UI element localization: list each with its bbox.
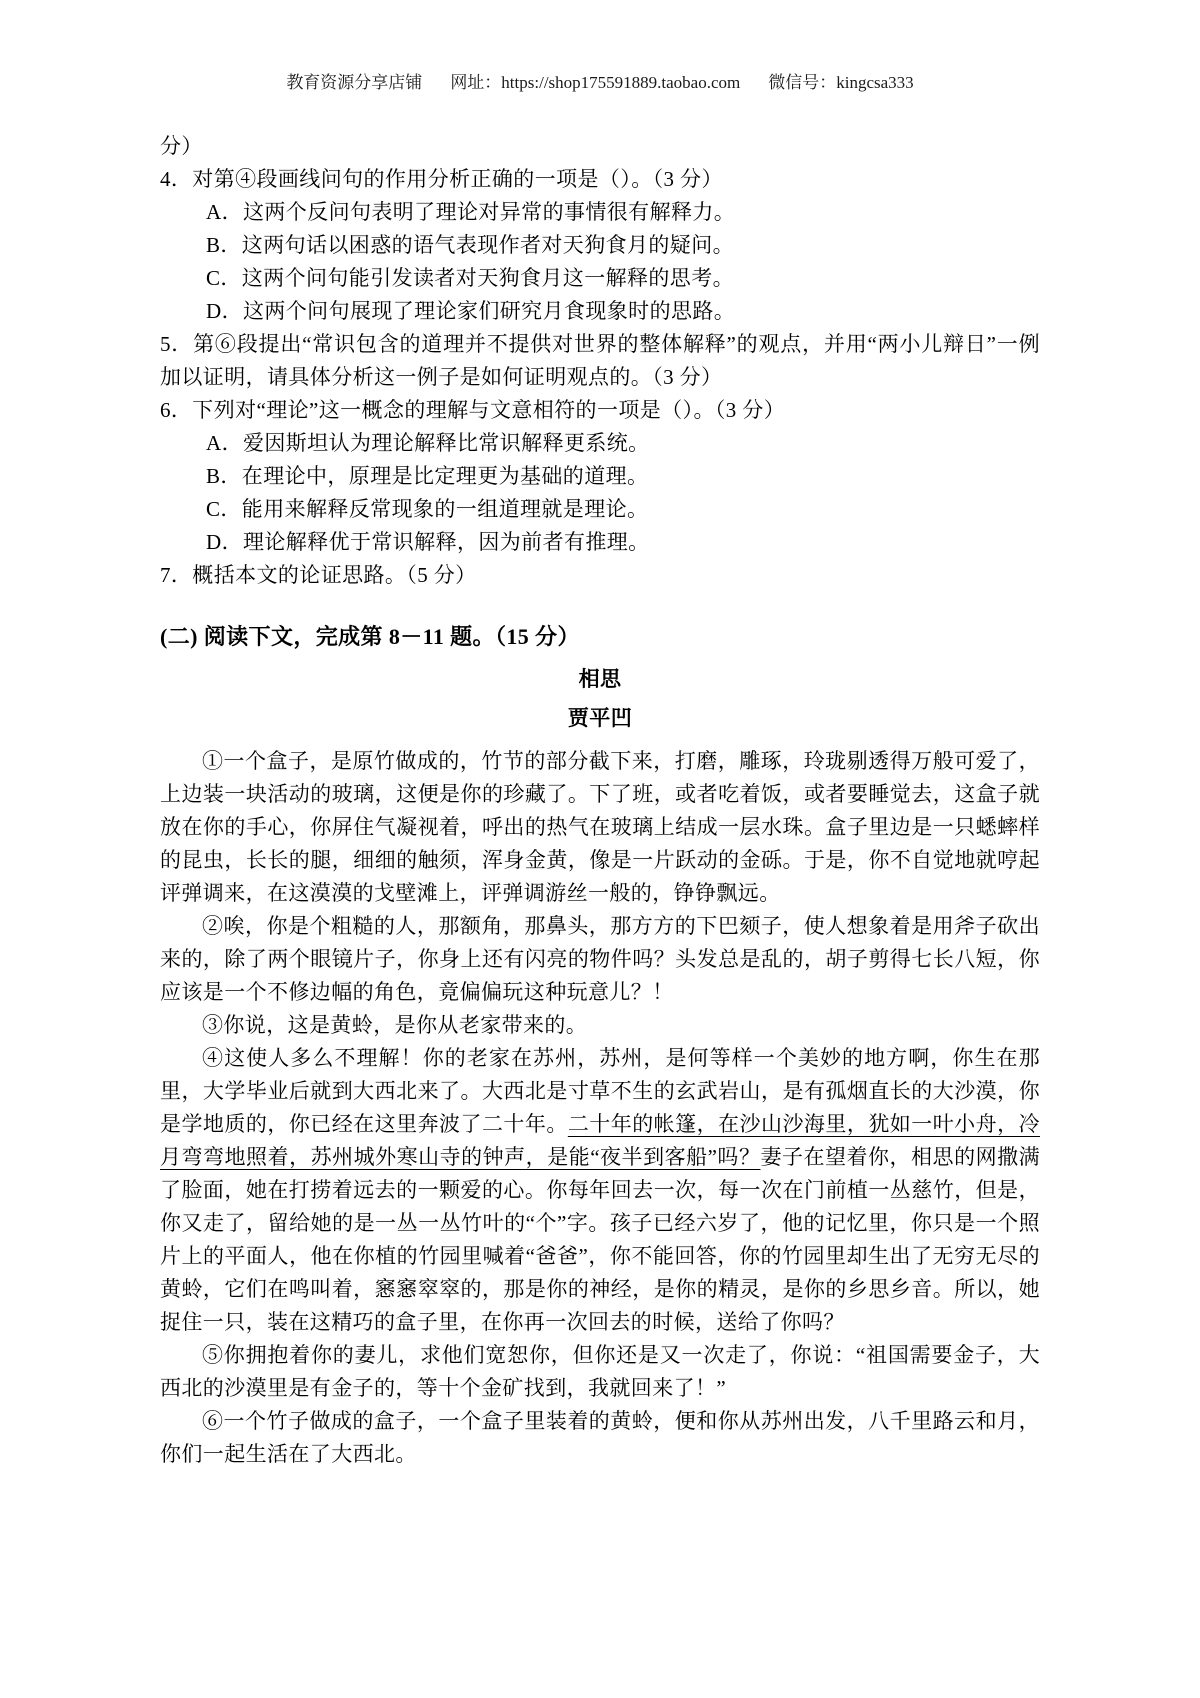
essay-paragraph-6 [160, 1405, 1040, 1471]
essay-title [160, 663, 1040, 696]
text-segment: ④这使人多么不理解！你的老家在苏州，苏州，是何等样一个美妙的地方啊，你生在那里，大学毕业后就到大西北来了。大西北是寸草不生的玄武岩山，是有孤烟直长的大沙漠，你是学地质的，你已经在这里奔波了二十年。 [160, 1046, 1040, 1136]
text-segment: C．这两个问句能引发读者对天狗食月这一解释的思考。 [206, 266, 735, 290]
question-6 [160, 394, 1040, 427]
text-segment: 4．对第④段画线问句的作用分析正确的一项是（）。（3 分） [160, 167, 723, 191]
text-segment: 5．第⑥段提出“常识包含的道理并不提供对世界的整体解释”的观点，并用“两小儿辩日”一例加以证明，请具体分析这一例子是如何证明观点的。（3 分） [160, 332, 1040, 389]
text-segment: ①一个盒子，是原竹做成的，竹节的部分截下来，打磨，雕琢，玲珑剔透得万般可爱了，上边装一块活动的玻璃，这便是你的珍藏了。下了班，或者吃着饭，或者要睡觉去，这盒子就放在你的手心，你屏住气凝视着，呼出的热气在玻璃上结成一层水珠。盒子里边是一只蟋蟀样的昆虫，长长的腿，细细的触须，浑身金黄，像是一片跃动的金砾。于是，你不自觉地就哼起评弹调来，在这漠漠的戈壁滩上，评弹调游丝一般的，铮铮飘远。 [160, 749, 1040, 905]
option-6-b [160, 460, 1040, 493]
option-4-c [160, 262, 1040, 295]
text-segment: A．这两个反问句表明了理论对异常的事情很有解释力。 [206, 200, 736, 224]
text-segment: D．理论解释优于常识解释，因为前者有推理。 [206, 530, 650, 554]
essay-paragraph-3 [160, 1009, 1040, 1042]
text-segment: B．在理论中，原理是比定理更为基础的道理。 [206, 464, 649, 488]
text-segment: 7．概括本文的论证思路。（5 分） [160, 563, 477, 587]
text-segment: 6．下列对“理论”这一概念的理解与文意相符的一项是（）。（3 分） [160, 398, 786, 422]
text-segment: D．这两个问句展现了理论家们研究月食现象时的思路。 [206, 299, 736, 323]
page-header [160, 0, 1040, 94]
option-6-a [160, 427, 1040, 460]
text-segment: 相思 [578, 667, 622, 691]
essay-paragraph-2 [160, 910, 1040, 1009]
essay-author [160, 702, 1040, 735]
option-6-c [160, 493, 1040, 526]
reading-section-heading [160, 620, 1040, 653]
text-segment: C．能用来解释反常现象的一组道理就是理论。 [206, 497, 649, 521]
option-4-d [160, 295, 1040, 328]
essay-paragraph-4 [160, 1042, 1040, 1339]
text-segment: ③你说，这是黄蛉，是你从老家带来的。 [202, 1013, 588, 1037]
text-segment: 贾平凹 [567, 706, 633, 730]
site-url: 网址：https://shop175591889.taobao.com [450, 73, 741, 92]
text-segment: B．这两句话以困惑的语气表现作者对天狗食月的疑问。 [206, 233, 735, 257]
option-6-d [160, 526, 1040, 559]
document-body [160, 130, 1040, 1471]
text-segment: 妻子在望着你，相思的网撒满了脸面，她在打捞着远去的一颗爱的心。你每年回去一次，每一次在门前植一丛慈竹，但是，你又走了，留给她的是一丛一丛竹叶的“个”字。孩子已经六岁了，他的记忆里，你只是一个照片上的平面人，他在你植的竹园里喊着“爸爸”，你不能回答，你的竹园里却生出了无穷无尽的黄蛉，它们在鸣叫着，窸窸窣窣的，那是你的神经，是你的精灵，是你的乡思乡音。所以，她捉住一只，装在这精巧的盒子里，在你再一次回去的时候，送给了你吗？ [160, 1145, 1040, 1334]
question-4 [160, 163, 1040, 196]
essay-paragraph-1 [160, 745, 1040, 910]
text-segment: ⑤你拥抱着你的妻儿，求他们宽恕你，但你还是又一次走了，你说：“祖国需要金子，大西北的沙漠里是有金子的，等十个金矿找到，我就回来了！” [160, 1343, 1040, 1400]
text-segment: ②唉，你是个粗糙的人，那额角，那鼻头，那方方的下巴颏子，使人想象着是用斧子砍出来的，除了两个眼镜片子，你身上还有闪亮的物件吗？头发总是乱的，胡子剪得七长八短，你应该是一个不修边幅的角色，竟偏偏玩这种玩意儿？！ [160, 914, 1040, 1004]
question-7 [160, 559, 1040, 592]
essay-paragraph-5 [160, 1339, 1040, 1405]
text-segment: (二) 阅读下文，完成第 8－11 题。（15 分） [160, 624, 580, 649]
option-4-a [160, 196, 1040, 229]
continuation-line [160, 130, 1040, 163]
text-segment: A．爱因斯坦认为理论解释比常识解释更系统。 [206, 431, 650, 455]
underlined-text: 二十年的帐篷，在沙山沙海里，犹如一叶小舟，冷月弯弯地照着，苏州城外寒山寺的钟声，是能“夜半到客船”吗？ [160, 1112, 1040, 1169]
option-4-b [160, 229, 1040, 262]
store-name: 教育资源分享店铺 [286, 73, 423, 92]
wechat-id: 微信号：kingcsa333 [768, 73, 914, 92]
text-segment: ⑥一个竹子做成的盒子，一个盒子里装着的黄蛉，便和你从苏州出发，八千里路云和月，你们一起生活在了大西北。 [160, 1409, 1040, 1466]
question-5 [160, 328, 1040, 394]
text-segment: 分） [160, 134, 203, 158]
